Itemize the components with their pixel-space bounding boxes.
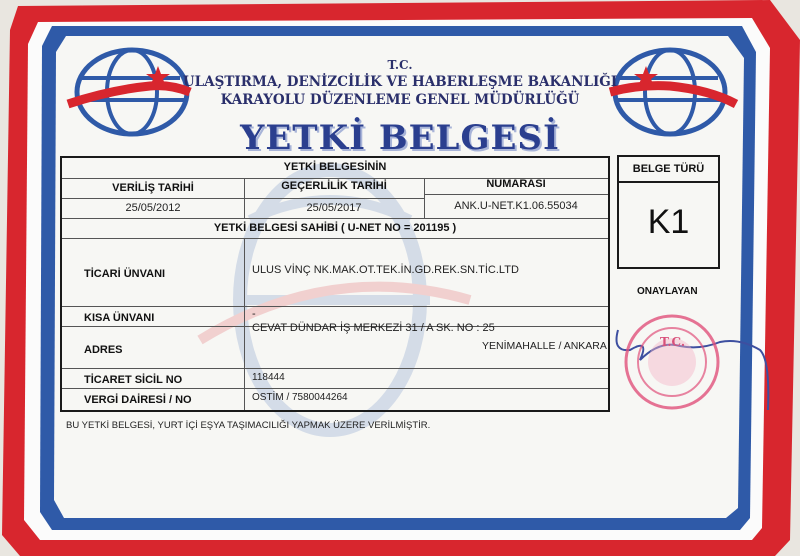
footer-note: BU YETKİ BELGESİ, YURT İÇİ EŞYA TAŞIMACILIĞI YAPMAK ÜZERE VERİLMİŞTİR. bbox=[66, 420, 431, 431]
document-type-value: K1 bbox=[647, 203, 690, 241]
approver-label: ONAYLAYAN bbox=[637, 286, 698, 297]
value-trade-registry: 118444 bbox=[252, 372, 285, 383]
label-trade-name: TİCARİ ÜNVANI bbox=[84, 268, 166, 280]
header-ministry: ULAŞTIRMA, DENİZCİLİK VE HABERLEŞME BAKANLIĞI bbox=[182, 74, 618, 90]
value-address: CEVAT DÜNDAR İŞ MERKEZİ 31 / A SK. NO : 25 bbox=[252, 322, 495, 334]
col-header-issue-date: VERİLİŞ TARİHİ bbox=[112, 182, 194, 194]
holder-title: YETKİ BELGESİ SAHİBİ ( U-NET NO = 201195 ) bbox=[213, 222, 457, 234]
col-header-number: NUMARASI bbox=[486, 178, 546, 190]
validity-date-value: 25/05/2017 bbox=[306, 202, 362, 214]
label-tax-office: VERGİ DAİRESİ / NO bbox=[84, 394, 192, 406]
document-type-box bbox=[617, 155, 720, 269]
issue-date-value: 25/05/2012 bbox=[125, 202, 181, 214]
header-directorate: KARAYOLU DÜZENLEME GENEL MÜDÜRLÜĞÜ bbox=[220, 92, 580, 108]
value-address-city: YENİMAHALLE / ANKARA bbox=[482, 340, 607, 352]
number-value: ANK.U-NET.K1.06.55034 bbox=[454, 200, 578, 212]
document-type-label: BELGE TÜRÜ bbox=[632, 163, 705, 175]
certificate-table bbox=[60, 156, 610, 412]
certificate-title: YETKİ BELGESİ bbox=[240, 118, 560, 158]
label-address: ADRES bbox=[84, 344, 123, 356]
header-tc: T.C. bbox=[387, 58, 413, 72]
section-title: YETKİ BELGESİNİN bbox=[283, 161, 387, 173]
label-trade-registry: TİCARET SİCİL NO bbox=[84, 374, 183, 386]
label-short-name: KISA ÜNVANI bbox=[84, 312, 155, 324]
value-tax-office: OSTİM / 7580044264 bbox=[252, 392, 348, 403]
seal-text: T.C. bbox=[660, 335, 686, 349]
value-short-name: - bbox=[252, 308, 256, 320]
col-header-validity-date: GEÇERLİLİK TARİHİ bbox=[281, 180, 387, 192]
value-trade-name: ULUS VİNÇ NK.MAK.OT.TEK.İN.GD.REK.SN.TİC.LTD bbox=[252, 264, 519, 276]
